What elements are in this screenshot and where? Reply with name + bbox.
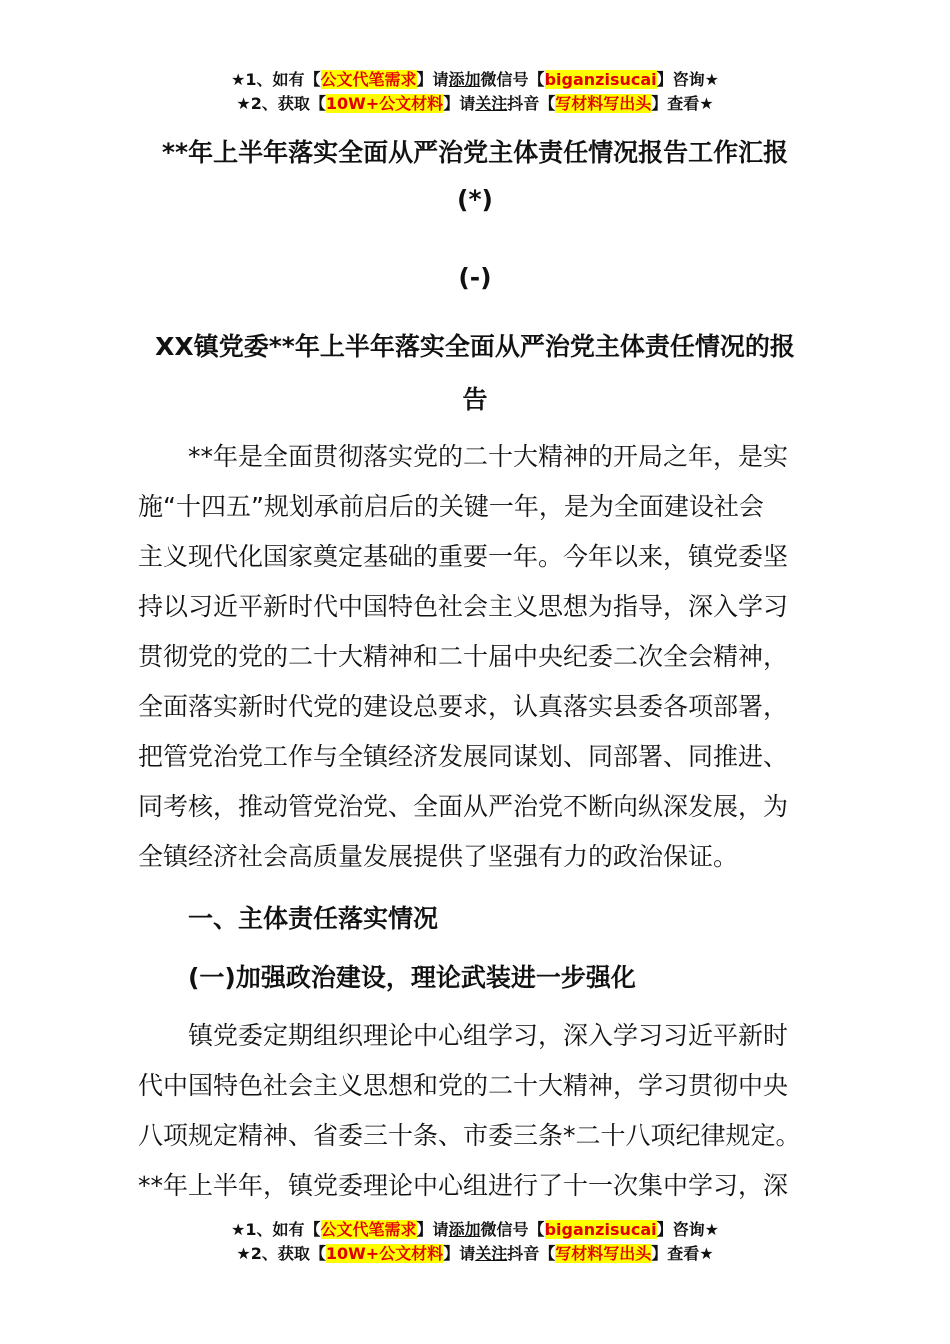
part-marker: (-) bbox=[458, 263, 492, 292]
text-line: **年上半年，镇党委理论中心组进行了十一次集中学习，深 bbox=[138, 1171, 789, 1200]
text-line: 全面落实新时代党的建设总要求，认真落实县委各项部署， bbox=[138, 692, 789, 721]
text-line: 施“十四五”规划承前启后的关键一年，是为全面建设社会 bbox=[138, 492, 764, 521]
banner-line-2: ★2、获取【10W+公文材料】请关注抖音【写材料写出头】查看★ bbox=[236, 1244, 714, 1263]
report-subtitle-line-1: XX镇党委**年上半年落实全面从严治党主体责任情况的报 bbox=[155, 332, 795, 361]
highlight-douyin: 写材料写出头 bbox=[555, 94, 652, 113]
highlight-douyin: 写材料写出头 bbox=[555, 1244, 652, 1263]
text-line: **年是全面贯彻落实党的二十大精神的开局之年，是实 bbox=[188, 442, 789, 471]
text-line: 主义现代化国家奠定基础的重要一年。今年以来，镇党委坚 bbox=[138, 542, 789, 571]
paragraph-political-building bbox=[138, 1011, 818, 1211]
highlight-materials: 10W+公文材料 bbox=[325, 94, 444, 113]
highlight-wechat-id: biganzisucai bbox=[544, 1220, 657, 1239]
text-line: 八项规定精神、省委三十条、市委三条*二十八项纪律规定。 bbox=[138, 1121, 801, 1150]
document-title-suffix: (*) bbox=[457, 185, 493, 214]
highlight-wechat-id: biganzisucai bbox=[544, 70, 657, 89]
text-line: 代中国特色社会主义思想和党的二十大精神，学习贯彻中央 bbox=[138, 1071, 789, 1100]
highlight-ghostwriting: 公文代笔需求 bbox=[320, 70, 417, 89]
highlight-materials: 10W+公文材料 bbox=[325, 1244, 444, 1263]
text-line: 贯彻党的党的二十大精神和二十届中央纪委二次全会精神， bbox=[138, 642, 789, 671]
top-banner bbox=[0, 68, 950, 116]
text-line: 镇党委定期组织理论中心组学习，深入学习习近平新时 bbox=[188, 1021, 789, 1050]
text-line: 持以习近平新时代中国特色社会主义思想为指导，深入学习 bbox=[138, 592, 789, 621]
bottom-banner bbox=[0, 1218, 950, 1266]
paragraph-intro bbox=[138, 432, 818, 882]
banner-line-1: ★1、如有【公文代笔需求】请添加微信号【biganzisucai】咨询★ bbox=[231, 1220, 719, 1239]
document-title: **年上半年落实全面从严治党主体责任情况报告工作汇报 bbox=[161, 138, 789, 167]
text-line: 同考核，推动管党治党、全面从严治党不断向纵深发展，为 bbox=[138, 792, 789, 821]
text-line: 把管党治党工作与全镇经济发展同谋划、同部署、同推进、 bbox=[138, 742, 789, 771]
banner-line-2: ★2、获取【10W+公文材料】请关注抖音【写材料写出头】查看★ bbox=[236, 94, 714, 113]
text-line: 全镇经济社会高质量发展提供了坚强有力的政治保证。 bbox=[138, 842, 739, 871]
subsection-heading-1: (一)加强政治建设，理论武装进一步强化 bbox=[188, 963, 636, 992]
report-subtitle-line-2: 告 bbox=[462, 385, 488, 414]
highlight-ghostwriting: 公文代笔需求 bbox=[320, 1220, 417, 1239]
section-heading-1: 一、主体责任落实情况 bbox=[188, 904, 439, 933]
banner-line-1: ★1、如有【公文代笔需求】请添加微信号【biganzisucai】咨询★ bbox=[231, 70, 719, 89]
